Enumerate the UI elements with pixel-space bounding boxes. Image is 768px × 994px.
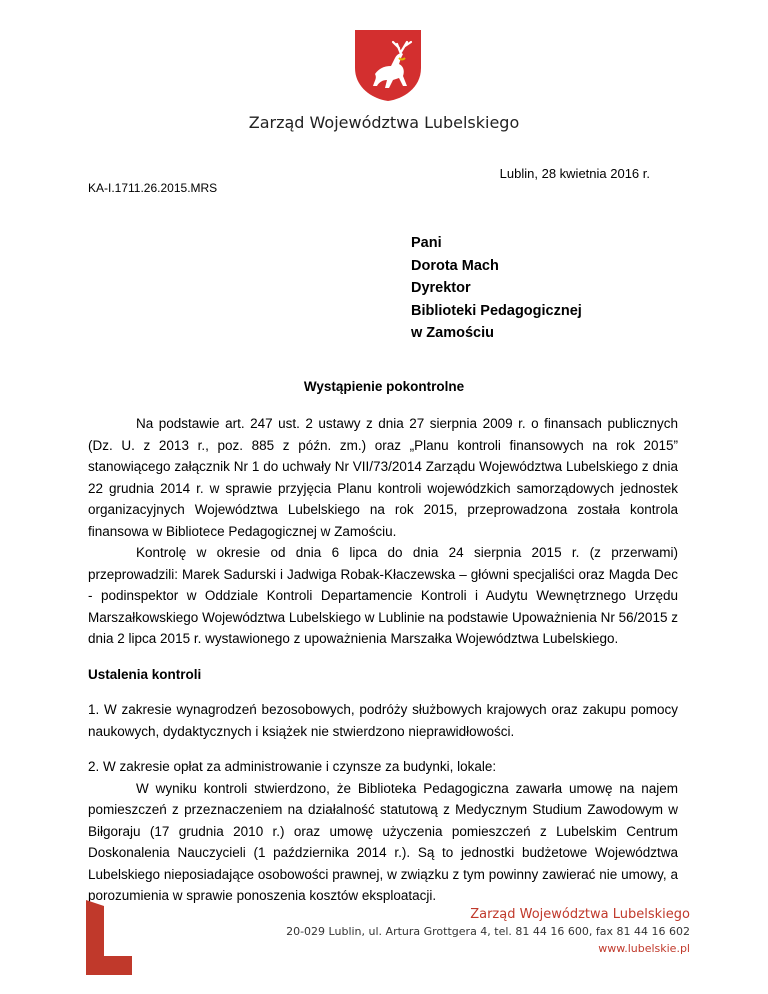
footer-organization-name: Zarząd Województwa Lubelskiego <box>470 907 690 922</box>
header-organization-name: Zarząd Województwa Lubelskiego <box>248 113 520 132</box>
letter-date: Lublin, 28 kwietnia 2016 r. <box>499 166 650 181</box>
addressee-institution: Biblioteki Pedagogicznej <box>411 302 582 319</box>
addressee-position: Dyrektor <box>411 280 471 296</box>
coat-of-arms-logo <box>351 28 425 102</box>
paragraph-inspectors: Kontrolę w okresie od dnia 6 lipca do dnia 24 sierpnia 2015 r. (z przerwami) przeprowadzili: Marek Sadurski i Jadwiga Robak-Kłaczewska – główni specjaliści oraz Magda Dec - podinspektor w Oddziale Kontroli Departamencie Kontroli i Audytu Wewnętrznego Urzędu Marszałkowskiego Województwa Lubelskiego w Lublinie na podstawie Upoważnienia Nr 56/2015 z dnia 2 lipca 2015 r. wystawionego z upoważnienia Marszałka Województwa Lubelskiego. <box>88 545 678 646</box>
addressee-city: w Zamościu <box>411 325 494 341</box>
paragraph-legal-basis: Na podstawie art. 247 ust. 2 ustawy z dnia 27 sierpnia 2009 r. o finansach publicznych (Dz. U. z 2013 r., poz. 885 z późn. zm.) oraz „Planu kontroli finansowych na rok 2015” stanowiącego załącznik Nr 1 do uchwały Nr VII/73/2014 Zarządu Województwa Lubelskiego z dnia 22 grudnia 2014 r. w sprawie przyjęcia Planu kontroli wojewódzkich samorządowych jednostek organizacyjnych Województwa Lubelskiego na rok 2015, przeprowadzona została kontrola finansowa w Bibliotece Pedagogicznej w Zamościu. <box>88 416 678 539</box>
finding-item-2-title: 2. W zakresie opłat za administrowanie i czynsze za budynki, lokale: <box>88 759 497 774</box>
footer-website-link[interactable]: www.lubelskie.pl <box>598 942 690 955</box>
document-subject: Wystąpienie pokontrolne <box>303 379 465 394</box>
addressee-block <box>411 232 582 345</box>
finding-item-2-text: W wyniku kontroli stwierdzono, że Biblioteka Pedagogiczna zawarła umowę na najem pomieszczeń z przeznaczeniem na działalność statutową z Medycznym Studium Zawodowym w Biłgoraju (17 grudnia 2010 r.) oraz umowę użyczenia pomieszczeń z Lubelskim Centrum Doskonalenia Nauczycieli (1 października 2014 r.). Są to jednostki budżetowe Województwa Lubelskiego nieposiadające osobowości prawnej, w związku z tym powinny zawierać nie umowy, a porozumienia w sprawie ponoszenia kosztów eksploatacji. <box>88 780 678 903</box>
addressee-name: Dorota Mach <box>411 257 499 274</box>
footer-block <box>286 906 690 957</box>
finding-item-1: 1. W zakresie wynagrodzeń bezosobowych, podróży służbowych krajowych oraz zakupu pomocy naukowych, dydaktycznych i książek nie stwierdzono nieprawidłowości. <box>88 702 678 739</box>
reference-number: KA-I.1711.26.2015.MRS <box>88 181 218 195</box>
section-title-findings: Ustalenia kontroli <box>88 666 202 682</box>
footer-address: 20-029 Lublin, ul. Artura Grottgera 4, tel. 81 44 16 600, fax 81 44 16 602 <box>286 925 690 938</box>
lubelskie-l-logo <box>86 900 132 975</box>
addressee-salutation: Pani <box>411 235 442 251</box>
letter-body <box>88 413 678 907</box>
